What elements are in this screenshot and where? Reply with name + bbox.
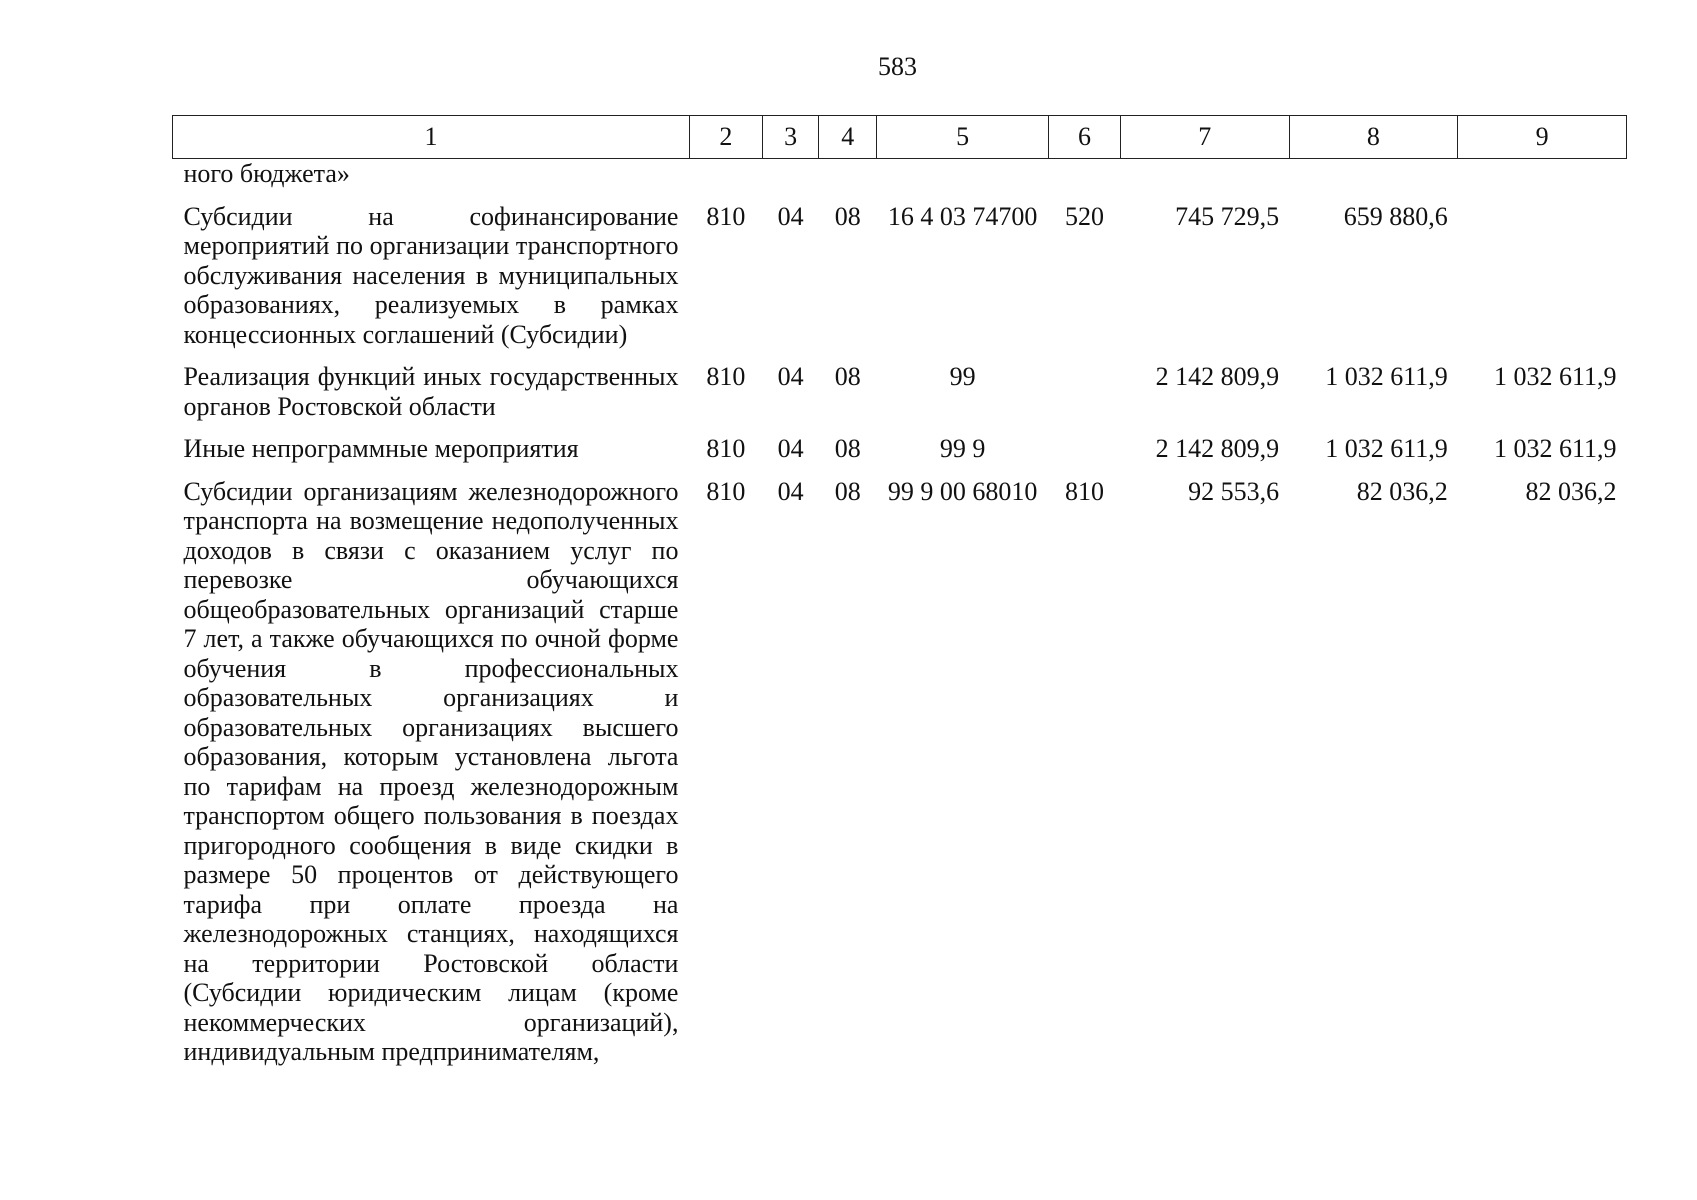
row-ministry-code: 810 <box>706 434 746 463</box>
row-expense-type <box>1049 349 1121 421</box>
row-description: Субсидии на софинансирование мероприятий по организации транспортного обслуживания населения в муниципальных образованиях, реализуемых в рамках концессионных соглашений (Субсидии) <box>183 201 679 349</box>
table-row <box>173 159 1627 189</box>
row-section-code: 04 <box>777 362 804 391</box>
row-ministry-code: 810 <box>706 362 746 391</box>
row-amount-col8: 1 032 611,9 <box>1325 362 1448 391</box>
header-col-5: 5 <box>877 116 1049 159</box>
page-number-text: 583 <box>878 52 917 81</box>
row-subsection-code: 08 <box>834 476 861 506</box>
row-target-article: 16 4 03 74700 <box>887 201 1038 231</box>
row-amount-col7: 92 553,6 <box>1188 476 1280 506</box>
row-target-article: 99 <box>949 362 976 391</box>
row-section-code <box>762 159 819 189</box>
row-amount-col9: 1 032 611,9 <box>1493 362 1617 391</box>
table-row <box>173 349 1627 421</box>
row-amount-col8 <box>1289 159 1458 189</box>
row-section-code: 04 <box>777 476 804 506</box>
row-subsection-code: 08 <box>834 201 861 231</box>
header-col-2: 2 <box>689 116 762 159</box>
page-number <box>0 52 1697 82</box>
row-subsection-code: 08 <box>834 434 861 463</box>
header-col-3: 3 <box>762 116 819 159</box>
table-row <box>173 189 1627 350</box>
row-amount-col7: 745 729,5 <box>1175 201 1280 231</box>
row-description: Субсидии организациям железнодорожного транспорта на возмещение недополученных доходов в связи с оказанием услуг по перевозке обучающихся общеобразовательных организаций старше 7 лет, а также обучающихся по очной форме обучения в профессиональных образовательных организациях и образовательных организациях высшего образования, которым установлена льгота по тарифам на проезд железнодорожным транспортом общего пользования в поездах пригородного сообщения в виде скидки в размере 50 процентов от действующего тарифа при оплате проезда на железнодорожных станциях, находящихся на территории Ростовской области (Субсидии юридическим лицам (кроме некоммерческих организаций), индивидуальным предпринимателям, <box>183 476 679 1066</box>
row-amount-col8: 82 036,2 <box>1356 476 1448 506</box>
row-subsection-code <box>819 159 877 189</box>
row-amount-col9 <box>1458 159 1627 189</box>
row-amount-col8: 659 880,6 <box>1343 201 1448 231</box>
table-row <box>173 421 1627 464</box>
row-amount-col8: 1 032 611,9 <box>1325 434 1448 463</box>
table-row <box>173 464 1627 1067</box>
row-target-article: 99 9 00 68010 <box>887 476 1038 506</box>
table-header <box>173 116 1627 159</box>
row-ministry-code: 810 <box>706 476 746 506</box>
row-section-code: 04 <box>777 201 804 231</box>
header-col-4: 4 <box>819 116 877 159</box>
row-expense-type: 520 <box>1064 201 1104 231</box>
row-amount-col7: 2 142 809,9 <box>1155 362 1280 391</box>
header-col-6: 6 <box>1049 116 1121 159</box>
row-ministry-code: 810 <box>706 201 746 231</box>
budget-table <box>172 115 1627 1067</box>
row-description: Реализация функций иных государственных органов Ростовской области <box>183 362 679 421</box>
row-expense-type <box>1049 421 1121 464</box>
row-expense-type <box>1049 159 1121 189</box>
row-amount-col9: 82 036,2 <box>1525 476 1617 506</box>
header-row <box>173 116 1627 159</box>
row-amount-col7: 2 142 809,9 <box>1155 434 1280 463</box>
header-col-8: 8 <box>1289 116 1458 159</box>
row-target-article <box>877 159 1049 189</box>
header-col-7: 7 <box>1120 116 1289 159</box>
row-section-code: 04 <box>777 434 804 463</box>
row-description: Иные непрограммные мероприятия <box>183 434 579 463</box>
row-target-article: 99 9 <box>939 434 986 463</box>
row-expense-type: 810 <box>1064 476 1104 506</box>
header-col-1: 1 <box>173 116 690 159</box>
row-amount-col9 <box>1458 189 1627 350</box>
row-subsection-code: 08 <box>834 362 861 391</box>
row-description: ного бюджета» <box>183 159 350 188</box>
row-amount-col7 <box>1120 159 1289 189</box>
header-col-9: 9 <box>1458 116 1627 159</box>
row-ministry-code <box>689 159 762 189</box>
row-amount-col9: 1 032 611,9 <box>1493 434 1617 463</box>
table-body <box>173 159 1627 1067</box>
